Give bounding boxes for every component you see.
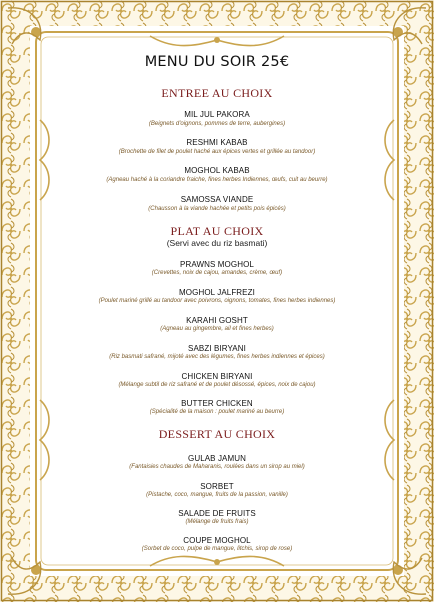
item-description: (Poulet mariné grillé au tandoor avec poivrons, oignons, tomates, fines herbes indiennes) bbox=[98, 298, 336, 304]
item-description: (Spécialité de la maison : poulet mariné au beurre) bbox=[149, 409, 285, 415]
item-description: (Crevettes, noix de cajou, amandes, crème, œuf) bbox=[151, 270, 283, 276]
item-name: SALADE DE FRUITS bbox=[178, 509, 256, 518]
item-description: (Fantaisies chaudes de Maharanis, roulées dans un sirop au miel) bbox=[129, 464, 305, 470]
section-title-desserts: DESSERT AU CHOIX bbox=[158, 427, 276, 441]
item-description: (Chausson à la viande hachée et petits pois épicés) bbox=[148, 206, 286, 212]
item-description: (Agneau au gingembre, ail et fines herbes) bbox=[160, 326, 274, 332]
item-name: SAMOSSA VIANDE bbox=[180, 195, 254, 204]
item-description: (Mélange de fruits frais) bbox=[185, 519, 249, 525]
item-name: RESHMI KABAB bbox=[186, 138, 248, 147]
item-description: (Brochette de filet de poulet haché aux épices vertes et grillée au tandoor) bbox=[118, 149, 316, 155]
item-name: PRAWNS MOGHOL bbox=[180, 260, 254, 269]
item-description: (Mélange subtil de riz safrané et de poulet désossé, épices, noix de cajou) bbox=[118, 382, 316, 388]
item-name: CHICKEN BIRYANI bbox=[181, 372, 253, 381]
item-name: MIL JUL PAKORA bbox=[184, 110, 250, 119]
item-name: SORBET bbox=[200, 482, 234, 491]
section-subtitle: (Servi avec du riz basmati) bbox=[166, 238, 268, 248]
item-description: (Agneau haché à la coriandre fraiche, fines herbes Indiennes, œufs, cuit au beurre) bbox=[106, 177, 328, 183]
item-name: MOGHOL KABAB bbox=[184, 166, 250, 175]
item-description: (Sorbet de coco, pulpe de mangue, litchis, sirop de rose) bbox=[141, 546, 293, 552]
item-description: (Beignets d'oignons, pommes de terre, aubergines) bbox=[148, 121, 286, 127]
menu-page bbox=[60, 44, 374, 558]
item-name: SABZI BIRYANI bbox=[188, 344, 246, 353]
item-name: BUTTER CHICKEN bbox=[181, 399, 253, 408]
item-description: (Pistache, coco, mangue, fruits de la passion, vanille) bbox=[146, 492, 288, 498]
section-title-entrees: ENTREE AU CHOIX bbox=[161, 86, 273, 100]
item-name: KARAHI GOSHT bbox=[186, 316, 248, 325]
item-description: (Riz basmati safrané, mijoté avec des légumes, fines herbes indiennes et épices) bbox=[109, 354, 325, 360]
item-name: MOGHOL JALFREZI bbox=[179, 288, 255, 297]
item-name: GULAB JAMUN bbox=[188, 454, 246, 463]
item-name: COUPE MOGHOL bbox=[183, 536, 251, 545]
section-title-plats: PLAT AU CHOIX bbox=[170, 224, 264, 238]
menu-title: MENU DU SOIR 25€ bbox=[144, 54, 290, 70]
